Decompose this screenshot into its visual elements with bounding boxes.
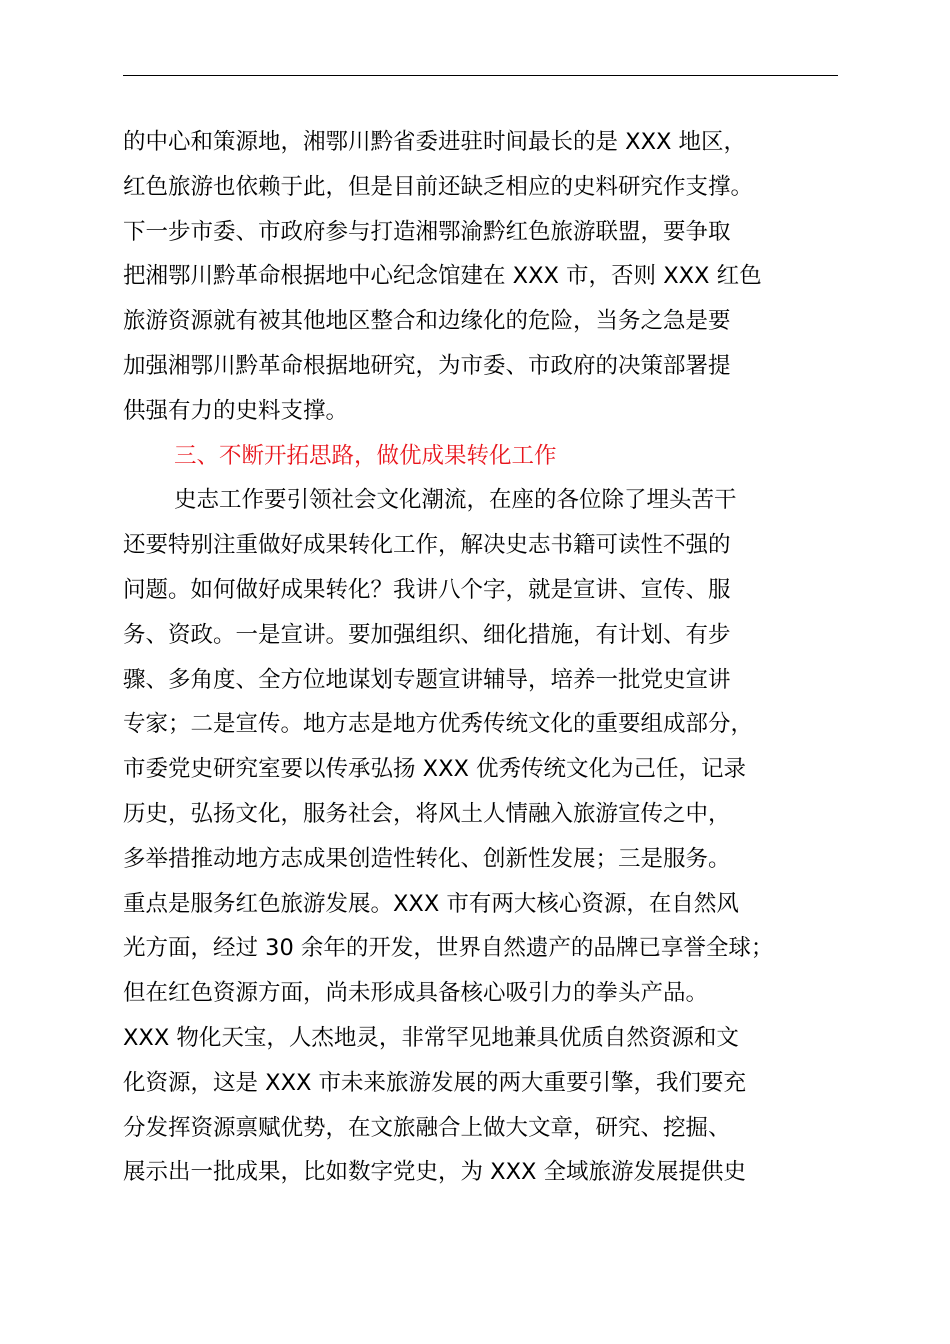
header-rule (123, 75, 838, 76)
text-line: 问题。如何做好成果转化？我讲八个字，就是宣讲、宣传、服 (123, 576, 731, 603)
text-line: 把湘鄂川黔革命根据地中心纪念馆建在 XXX 市，否则 XXX 红色 (123, 263, 762, 290)
text-line: 供强有力的史料支撑。 (123, 397, 349, 424)
text-line: XXX 物化天宝，人杰地灵，非常罕见地兼具优质自然资源和文 (123, 1024, 739, 1051)
text-line: 多举措推动地方志成果创造性转化、创新性发展；三是服务。 (123, 845, 731, 872)
text-line: 下一步市委、市政府参与打造湘鄂渝黔红色旅游联盟，要争取 (123, 218, 731, 245)
text-line: 但在红色资源方面，尚未形成具备核心吸引力的拳头产品。 (123, 980, 709, 1007)
text-line: 展示出一批成果，比如数字党史，为 XXX 全域旅游发展提供史 (123, 1159, 747, 1186)
text-line: 骤、多角度、全方位地谋划专题宣讲辅导，培养一批党史宣讲 (123, 666, 731, 693)
text-line: 务、资政。一是宣讲。要加强组织、细化措施，有计划、有步 (123, 621, 731, 648)
text-line: 史志工作要引领社会文化潮流，在座的各位除了埋头苦干 (174, 487, 737, 514)
text-line: 还要特别注重做好成果转化工作，解决史志书籍可读性不强的 (123, 532, 731, 559)
text-line: 历史，弘扬文化，服务社会，将风土人情融入旅游宣传之中， (123, 800, 731, 827)
text-line: 化资源，这是 XXX 市未来旅游发展的两大重要引擎，我们要充 (123, 1069, 747, 1096)
text-line: 重点是服务红色旅游发展。XXX 市有两大核心资源，在自然风 (123, 890, 739, 917)
section-heading: 三、不断开拓思路，做优成果转化工作 (174, 442, 557, 469)
text-line: 专家；二是宣传。地方志是地方优秀传统文化的重要组成部分， (123, 711, 754, 738)
text-line: 红色旅游也依赖于此，但是目前还缺乏相应的史料研究作支撑。 (123, 173, 754, 200)
text-line: 的中心和策源地，湘鄂川黔省委进驻时间最长的是 XXX 地区， (123, 129, 747, 155)
text-line: 分发挥资源禀赋优势，在文旅融合上做大文章，研究、挖掘、 (123, 1114, 731, 1141)
text-line: 市委党史研究室要以传承弘扬 XXX 优秀传统文化为己任，记录 (123, 756, 747, 783)
text-line: 光方面，经过 30 余年的开发，世界自然遗产的品牌已享誉全球； (123, 935, 774, 962)
text-line: 加强湘鄂川黔革命根据地研究，为市委、市政府的决策部署提 (123, 352, 731, 379)
text-line: 旅游资源就有被其他地区整合和边缘化的危险，当务之急是要 (123, 308, 731, 335)
body-text (123, 120, 873, 1195)
